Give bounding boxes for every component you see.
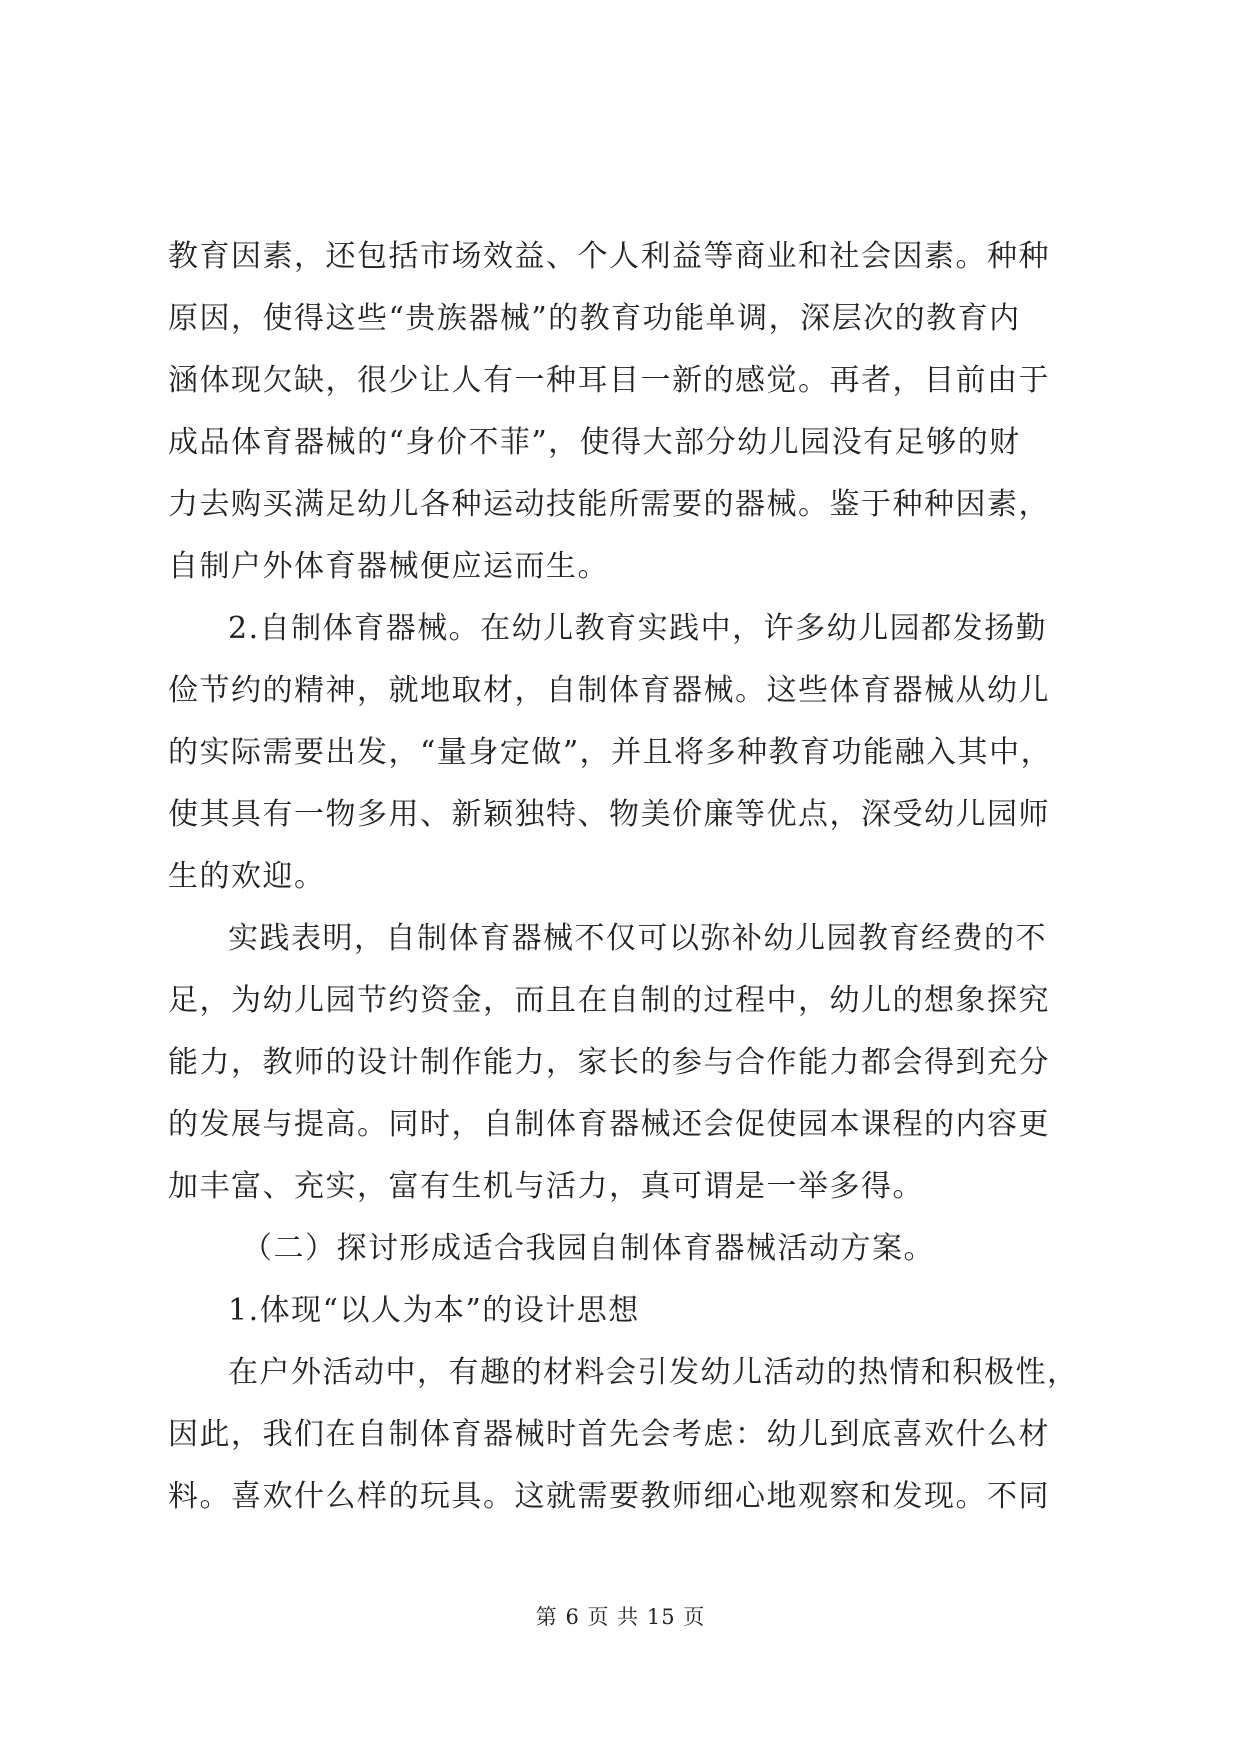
text-line: 教育因素，还包括市场效益、个人利益等商业和社会因素。种种 — [168, 239, 1050, 274]
text-line: 生的欢迎。 — [168, 859, 326, 894]
text-line: 使其具有一物多用、新颖独特、物美价廉等优点，深受幼儿园师 — [168, 797, 1050, 832]
text-line: 原因，使得这些“贵族器械”的教育功能单调，深层次的教育内 — [168, 301, 1021, 336]
text-line: 成品体育器械的“身价不菲”，使得大部分幼儿园没有足够的财 — [168, 425, 1021, 460]
text-line: 自制户外体育器械便应运而生。 — [168, 549, 609, 584]
section-heading: （二）探讨形成适合我园自制体育器械活动方案。 — [242, 1231, 935, 1266]
text-line: 加丰富、充实，富有生机与活力，真可谓是一举多得。 — [168, 1169, 924, 1204]
body-text — [168, 226, 1088, 1528]
text-line: 力去购买满足幼儿各种运动技能所需要的器械。鉴于种种因素， — [168, 487, 1050, 522]
text-line: 的发展与提高。同时，自制体育器械还会促使园本课程的内容更 — [168, 1107, 1050, 1142]
text-line: 足，为幼儿园节约资金，而且在自制的过程中，幼儿的想象探究 — [168, 983, 1050, 1018]
subsection-heading: 1.体现“以人为本”的设计思想 — [228, 1293, 640, 1328]
text-line: 料。喜欢什么样的玩具。这就需要教师细心地观察和发现。不同 — [168, 1479, 1050, 1514]
paragraph-start-line: 在户外活动中，有趣的材料会引发幼儿活动的热情和积极性， — [228, 1355, 1079, 1390]
text-line: 涵体现欠缺，很少让人有一种耳目一新的感觉。再者，目前由于 — [168, 363, 1050, 398]
text-line: 俭节约的精神，就地取材，自制体育器械。这些体育器械从幼儿 — [168, 673, 1050, 708]
text-line: 能力，教师的设计制作能力，家长的参与合作能力都会得到充分 — [168, 1045, 1050, 1080]
paragraph-start-line: 实践表明，自制体育器械不仅可以弥补幼儿园教育经费的不 — [228, 921, 1047, 956]
text-line: 因此，我们在自制体育器械时首先会考虑：幼儿到底喜欢什么材 — [168, 1417, 1050, 1452]
paragraph-start-line: 2.自制体育器械。在幼儿教育实践中，许多幼儿园都发扬勤 — [228, 611, 1048, 646]
text-line: 的实际需要出发，“量身定做”，并且将多种教育功能融入其中， — [168, 735, 1053, 770]
page-number-footer: 第 6 页 共 15 页 — [535, 1605, 706, 1629]
